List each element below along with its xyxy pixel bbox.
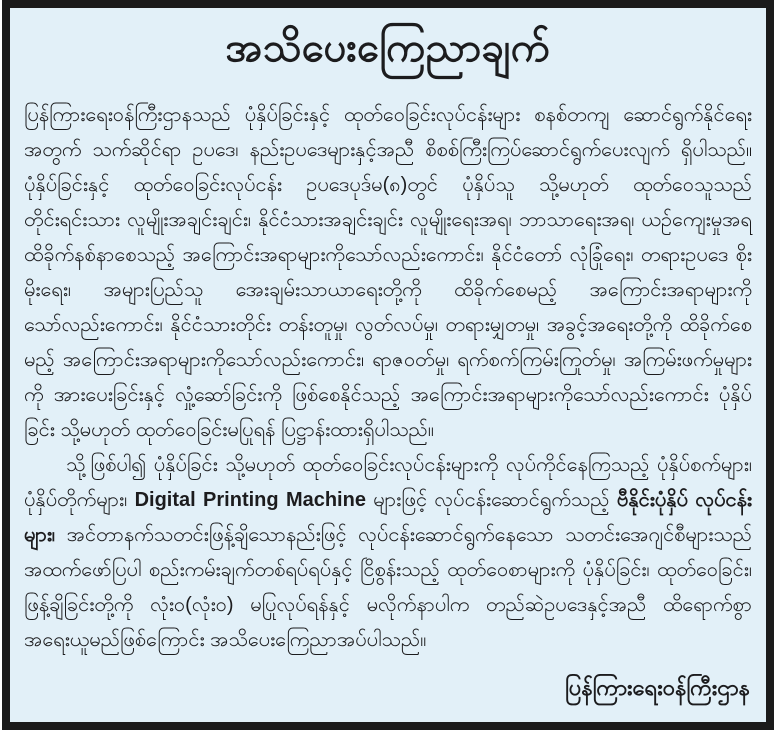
paragraph-warning (24, 448, 752, 658)
vinyl-printing-bold-text: ဗီနိုင်းပုံနှိပ် လုပ်ငန်းများ၊ (24, 489, 753, 546)
paragraph-law-overview-text: ပြန်ကြားရေးဝန်ကြီးဌာနသည် ပုံနှိပ်ခြင်းနှင့် ထုတ်ဝေခြင်းလုပ်ငန်းများ စနစ်တကျ ဆောင်ရွက်နိုင်ရေးအတွက် သက်ဆိုင်ရာ ဥပဒေ၊ နည်းဥပဒေများနှင့်အညီ စိစစ်ကြီးကြပ်ဆောင်ရွက်ပေးလျက် ရှိပါသည်။ ပုံနှိပ်ခြင်းနှင့် ထုတ်ဝေခြင်းလုပ်ငန်း ဥပဒေပုဒ်မ(၈)တွင် ပုံနှိပ်သူ သို့မဟုတ် ထုတ်ဝေသူသည် တိုင်းရင်းသား လူမျိုးအချင်းချင်း၊ နိုင်ငံသားအချင်းချင်း လူမျိုးရေးအရ၊ ဘာသာရေးအရ၊ ယဉ်ကျေးမှုအရ ထိခိုက်နစ်နာစေသည့် အကြောင်းအရာများကိုသော်လည်းကောင်း၊ နိုင်ငံတော် လုံခြုံရေး၊ တရားဥပဒေ စိုးမိုးရေး၊ အများပြည်သူ အေးချမ်းသာယာရေးတို့ကို ထိခိုက်စေမည့် အကြောင်းအရာများကိုသော်လည်းကောင်း၊ နိုင်ငံသားတိုင်း တန်းတူမှု၊ လွတ်လပ်မှု၊ တရားမျှတမှု၊ အခွင့်အရေးတို့ကို ထိခိုက်စေမည့် အကြောင်းအရာများကိုသော်လည်းကောင်း၊ ရာဇဝတ်မှု၊ ရက်စက်ကြမ်းကြုတ်မှု၊ အကြမ်းဖက်မှုများကို အားပေးခြင်းနှင့် လှုံ့ဆော်ခြင်းကို ဖြစ်စေနိုင်သည့် အကြောင်းအရာများကိုသော်လည်းကောင်း ပုံနှိပ်ခြင်း သို့မဟုတ် ထုတ်ဝေခြင်းမပြုရန် ပြဋ္ဌာန်းထားရှိပါသည်။ (24, 104, 752, 441)
signature-ministry-of-information: ပြန်ကြားရေးဝန်ကြီးဌာန (565, 675, 750, 700)
paragraph-warning-part1: သို့ဖြစ်ပါ၍ ပုံနှိပ်ခြင်း သို့မဟုတ် ထုတ်ဝေခြင်းလုပ်ငန်းများကို လုပ်ကိုင်နေကြသည့် ပုံနှိပ်စက်များ၊ ပုံနှိပ်တိုက်များ၊ (24, 454, 752, 511)
notice-title: အသိပေးကြေညာချက် (225, 26, 551, 70)
notice-body (10, 74, 766, 668)
paragraph-warning-part2: များဖြင့် လုပ်ငန်းဆောင်ရွက်သည့် (365, 489, 617, 511)
digital-printing-machine-bold-text: Digital Printing Machine (134, 489, 366, 511)
paragraph-warning-part3: အင်တာနက်သတင်းဖြန့်ချိသောနည်းဖြင့် လုပ်ငန်းဆောင်ရွက်နေသော သတင်းအေဂျင်စီများသည် အထက်ဖော်ပြပါ စည်းကမ်းချက်တစ်ရပ်ရပ်နှင့် ငြိစွန်းသည့် ထုတ်ဝေစာများကို ပုံနှိပ်ခြင်း၊ ထုတ်ဝေခြင်း၊ ဖြန့်ချိခြင်းတို့ကို လုံးဝ(လုံးဝ) မပြုလုပ်ရန်နှင့် မလိုက်နာပါက တည်ဆဲဥပဒေနှင့်အညီ ထိရောက်စွာ အရေးယူမည်ဖြစ်ကြောင်း အသိပေးကြေညာအပ်ပါသည်။ (24, 524, 752, 651)
notice-card (2, 0, 774, 730)
paragraph-law-overview (24, 98, 752, 448)
